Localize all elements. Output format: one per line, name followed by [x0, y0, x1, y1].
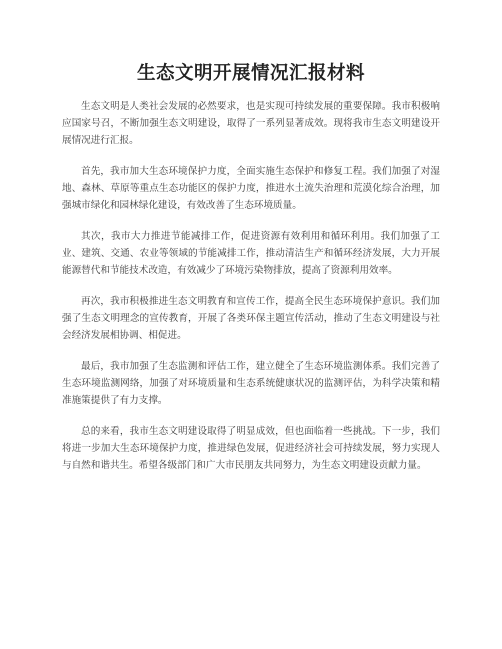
paragraph-third: 再次，我市积极推进生态文明教育和宣传工作，提高全民生态环境保护意识。我们加强了生态文明理念的宣传教育，开展了各类环保主题宣传活动，推动了生态文明建设与社会经济发展相协调、相促进。 — [62, 296, 440, 341]
paragraph-summary: 总的来看，我市生态文明建设取得了明显成效，但也面临着一些挑战。下一步，我们将进一步加大生态环境保护力度，推进绿色发展，促进经济社会可持续发展，努力实现人与自然和谐共生。希望各级部门和广大市民朋友共同努力，为生态文明建设贡献力量。 — [62, 426, 440, 471]
document-title: 生态文明开展情况汇报材料 — [136, 63, 365, 84]
paragraph-intro: 生态文明是人类社会发展的必然要求，也是实现可持续发展的重要保障。我市积极响应国家号召，不断加强生态文明建设，取得了一系列显著成效。现将我市生态文明建设开展情况进行汇报。 — [62, 101, 440, 146]
paragraph-first: 首先，我市加大生态环境保护力度，全面实施生态保护和修复工程。我们加强了对湿地、森林、草原等重点生态功能区的保护力度，推进水土流失治理和荒漠化综合治理，加强城市绿化和园林绿化建设，有效改善了生态环境质量。 — [62, 166, 440, 211]
paragraph-second: 其次，我市大力推进节能减排工作，促进资源有效利用和循环利用。我们加强了工业、建筑、交通、农业等领域的节能减排工作，推动清洁生产和循环经济发展，大力开展能源替代和节能技术改造，有效减少了环境污染物排放，提高了资源利用效率。 — [62, 231, 440, 276]
paragraph-last: 最后，我市加强了生态监测和评估工作，建立健全了生态环境监测体系。我们完善了生态环境监测网络，加强了对环境质量和生态系统健康状况的监测评估，为科学决策和精准施策提供了有力支撑。 — [62, 361, 440, 406]
document-body — [62, 98, 440, 488]
